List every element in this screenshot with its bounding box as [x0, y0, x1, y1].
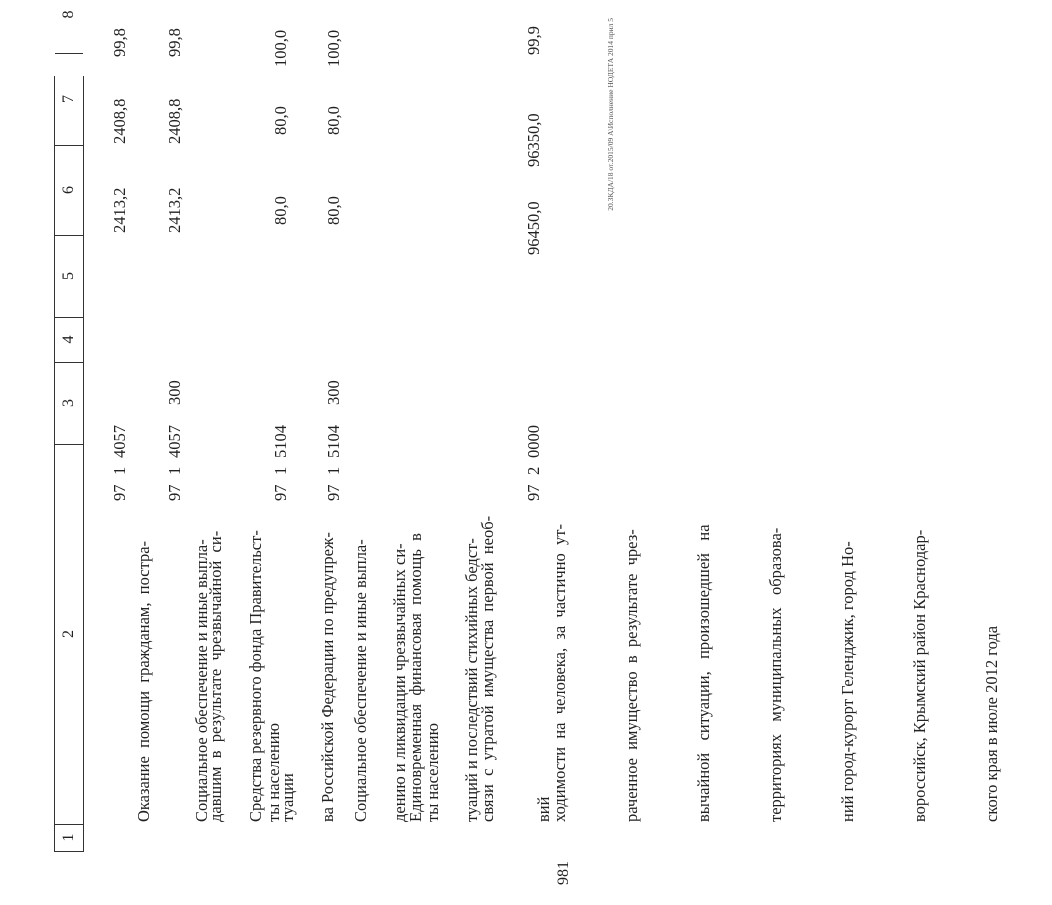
row-1-c3a: 97: [110, 484, 129, 501]
row-4-c4: 300: [324, 380, 343, 405]
row-2-c3c: 4057: [165, 425, 184, 458]
row-4-c3a: 97: [324, 484, 343, 501]
row-5-description: [356, 516, 1052, 822]
row-4-c3b: 1: [324, 466, 343, 475]
header-col-4: 4: [55, 317, 83, 363]
row-4-line: Социальное обеспечение и иные выпла-: [351, 539, 370, 822]
row-2-c6: 2413,2: [165, 187, 184, 233]
row-1-c6: 2413,2: [110, 187, 129, 233]
row-5-c3a: 97: [524, 484, 543, 501]
row-1-line: давшим в результате чрезвычайной си-: [206, 530, 225, 822]
row-2-line: Социальное обеспечение и иные выпла-: [192, 539, 211, 822]
header-col-6: 6: [55, 145, 83, 236]
row-1-line: Оказание помощи гражданам, постра-: [134, 540, 153, 822]
row-5-line: ского края в июле 2012 года: [982, 625, 1001, 822]
footer-file-path: 20.3КДА/18 от.2015/09 А\Исполнение НОДЕТА 2014 прил 5: [606, 18, 615, 211]
row-3-c3c: 5104: [271, 425, 290, 458]
row-5-line: ний город-курорт Геленджик, город Но-: [838, 541, 857, 822]
row-1-c3c: 4057: [110, 425, 129, 458]
row-2-c3b: 1: [165, 466, 184, 475]
header-col-7: 7: [55, 53, 83, 146]
row-5-c3b: 2: [524, 466, 543, 475]
row-1-line: туации: [278, 773, 297, 822]
row-5-c3c: 0000: [524, 425, 543, 458]
row-5-line: Единовременная финансовая помощь в: [406, 533, 425, 822]
row-2-c3a: 97: [165, 484, 184, 501]
row-3-c3a: 97: [271, 484, 290, 501]
row-5-line: ходимости на человека, за частично ут-: [550, 524, 569, 822]
row-5-line: территориях муниципальных образова-: [766, 527, 785, 822]
row-1-c3b: 1: [110, 466, 129, 475]
row-5-c8: 99,9: [524, 26, 543, 55]
row-1-c7: 2408,8: [110, 98, 129, 144]
header-col-5: 5: [55, 235, 83, 318]
row-4-c8: 100,0: [324, 29, 343, 67]
row-2-c7: 2408,8: [165, 98, 184, 144]
row-2-c8: 99,8: [165, 28, 184, 57]
row-1-c8: 99,8: [110, 28, 129, 57]
table-header: [54, 10, 84, 852]
row-3-c7: 80,0: [271, 106, 290, 135]
header-col-8: 8: [55, 0, 83, 54]
header-col-2: 2: [55, 444, 83, 825]
row-4-c7: 80,0: [324, 106, 343, 135]
header-col-1: 1: [55, 824, 83, 852]
row-2-line: ты населению: [264, 723, 283, 822]
row-3-c3b: 1: [271, 466, 290, 475]
row-3-line: ва Российской Федерации по предупреж-: [318, 532, 337, 822]
row-5-line: вычайной ситуации, произошедшей на: [694, 524, 713, 822]
row-2-c4: 300: [165, 380, 184, 405]
row-4-c3c: 5104: [324, 425, 343, 458]
row-4-line: ты населению: [423, 723, 442, 822]
row-5-c6: 96450,0: [524, 201, 543, 255]
row-3-c8: 100,0: [271, 29, 290, 67]
page-number: 981: [555, 861, 572, 885]
row-5-c7: 96350,0: [524, 113, 543, 167]
row-5-line: раченное имущество в результате чрез-: [622, 529, 641, 822]
row-3-c6: 80,0: [271, 196, 290, 225]
row-5-line: связи с утратой имущества первой необ-: [478, 515, 497, 822]
row-3-line: Средства резервного фонда Правительст-: [246, 530, 265, 822]
row-4-c6: 80,0: [324, 196, 343, 225]
row-3-line: вий: [534, 796, 553, 822]
row-5-line: вороссийск, Крымский район Краснодар-: [910, 529, 929, 822]
header-col-3: 3: [55, 362, 83, 445]
row-3-line: дению и ликвидации чрезвычайных си-: [390, 543, 409, 822]
row-3-line: туаций и последствий стихийных бедст-: [462, 538, 481, 822]
